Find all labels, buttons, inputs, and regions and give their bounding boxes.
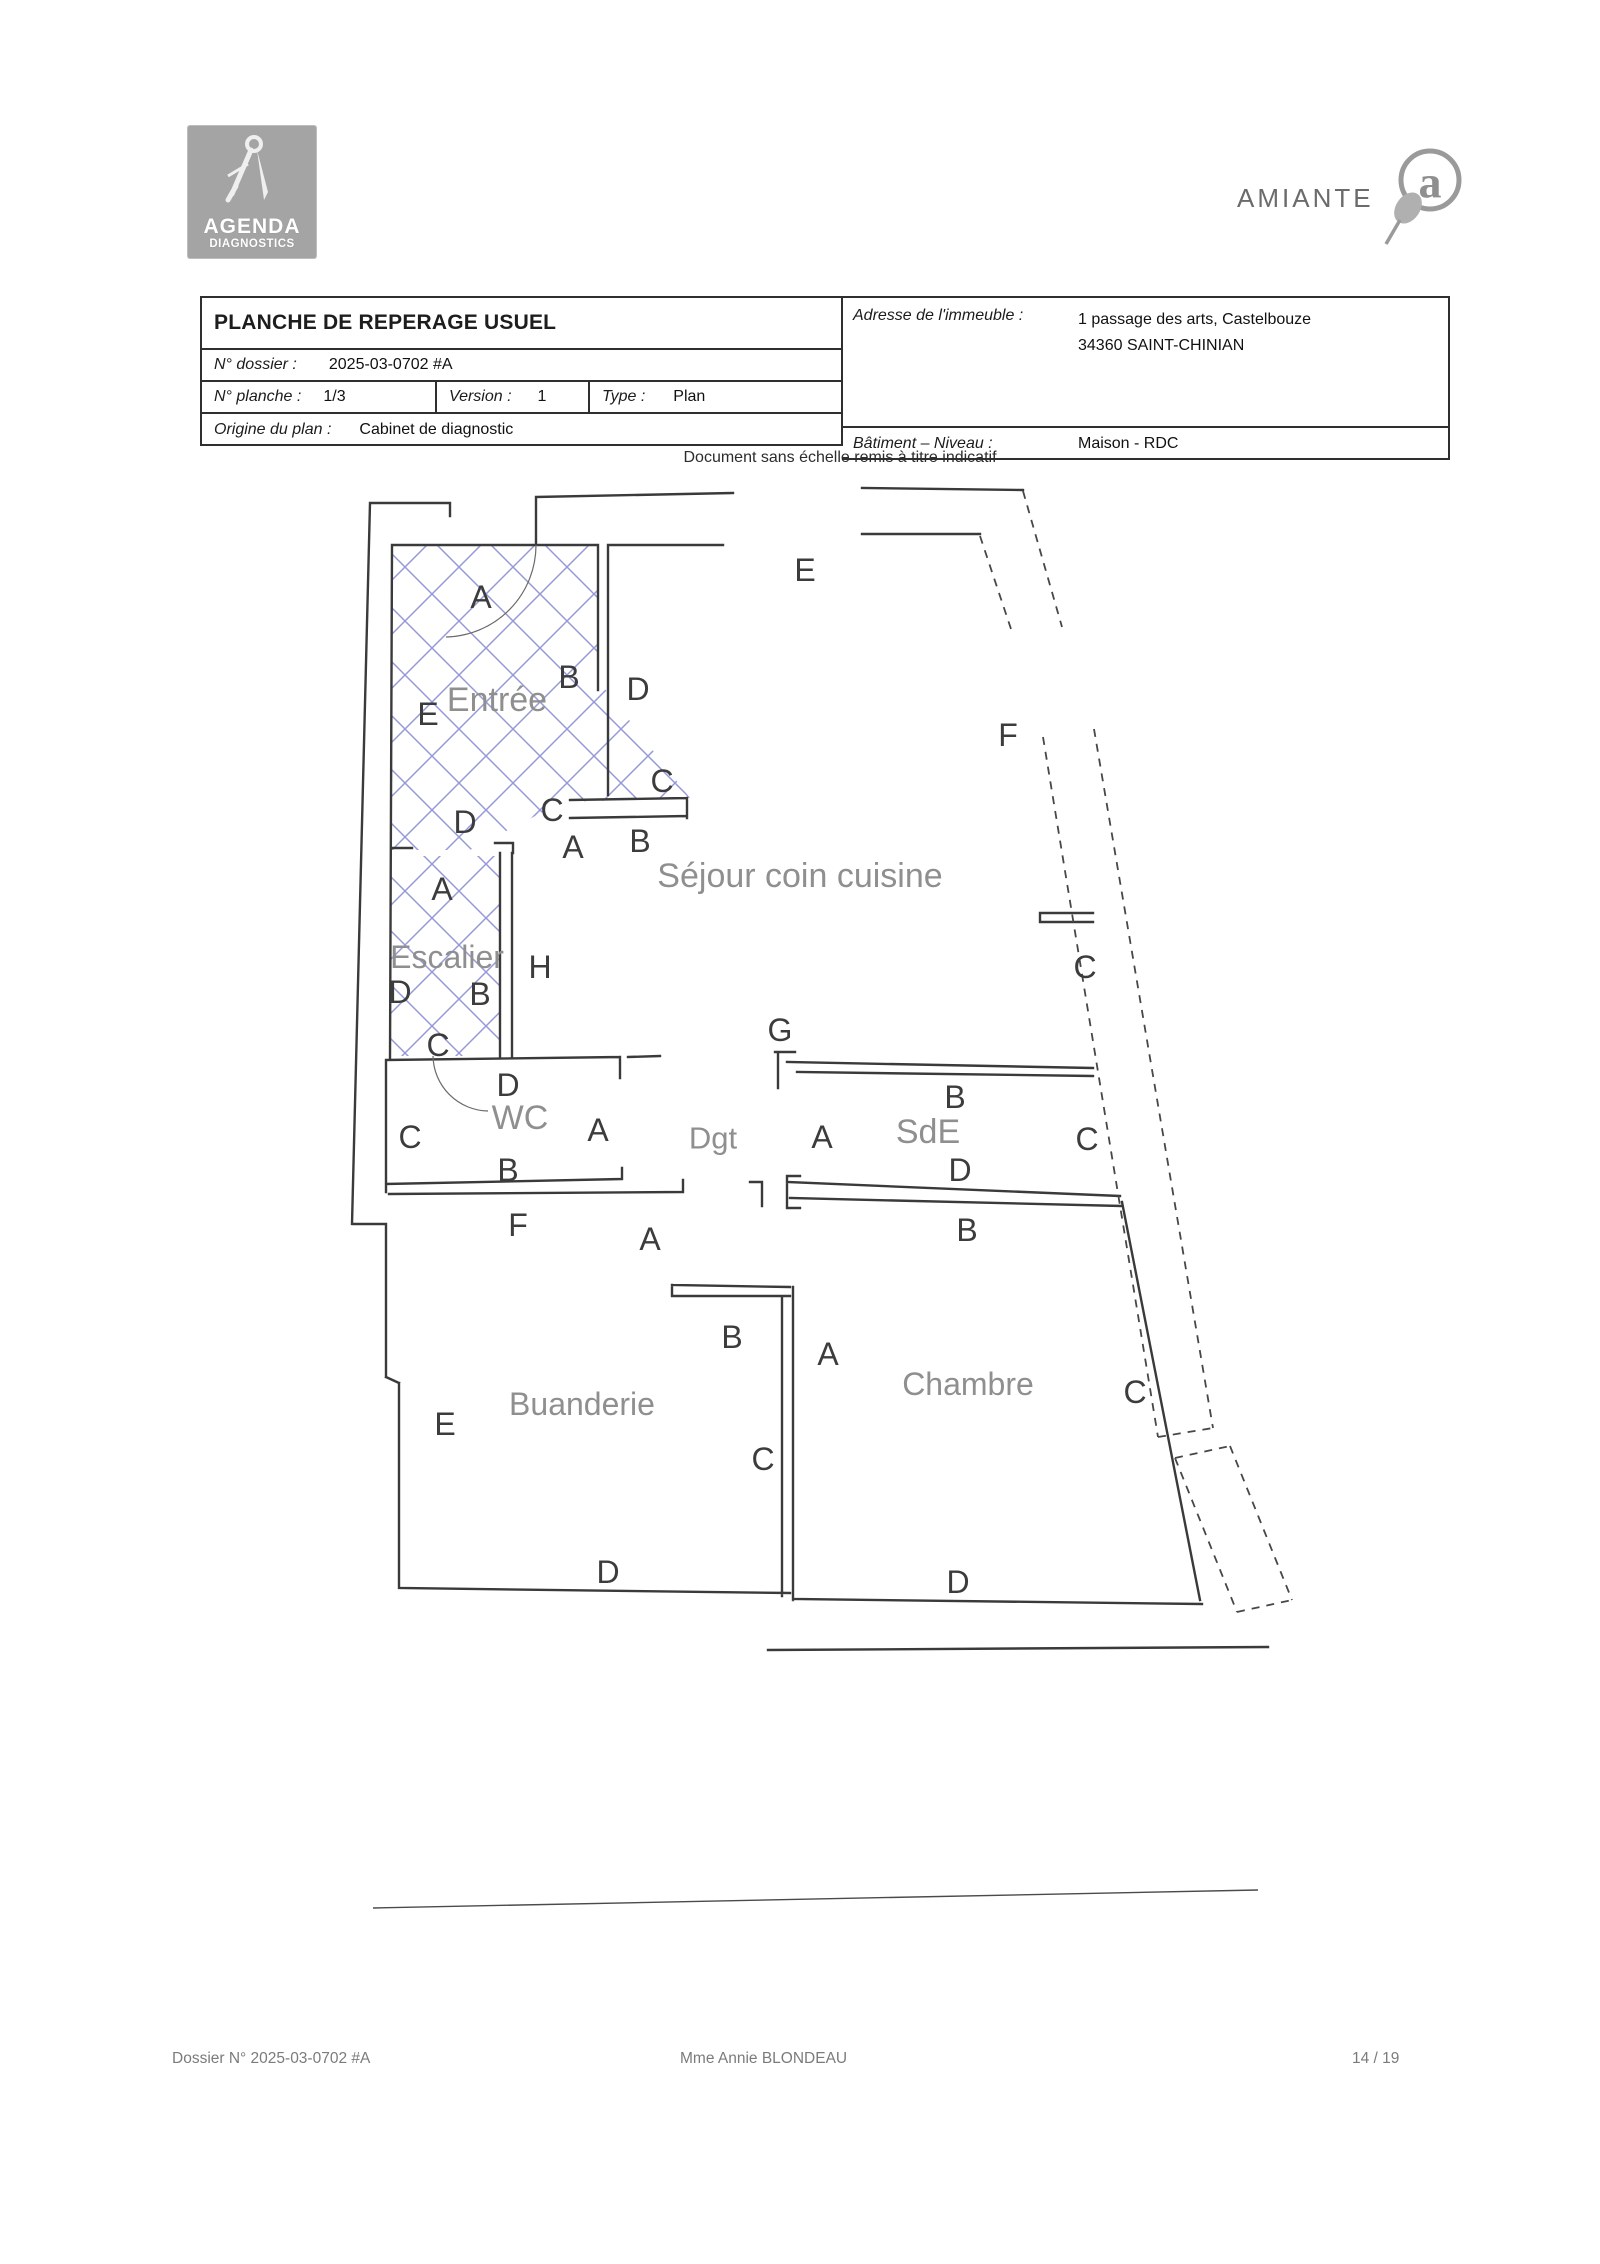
planche-value: 1/3	[323, 388, 346, 405]
wall-label-A: A	[587, 1112, 609, 1148]
wall-label-E: E	[794, 552, 816, 588]
room-label-buanderie: Buanderie	[509, 1386, 655, 1422]
wall-label-D: D	[596, 1554, 620, 1590]
batiment-label: Bâtiment – Niveau :	[853, 435, 993, 452]
wall-label-E: E	[417, 696, 439, 732]
wall-label-B: B	[956, 1212, 978, 1248]
wall-label-D: D	[626, 671, 650, 707]
origine-value: Cabinet de diagnostic	[359, 421, 514, 438]
wall-label-C: C	[1073, 949, 1097, 985]
wall-label-C: C	[540, 792, 564, 828]
wall-label-A: A	[817, 1336, 839, 1372]
magnifier-letter: a	[1418, 156, 1442, 208]
plan-outer-boundary	[373, 1890, 1258, 1908]
wall-label-B: B	[944, 1079, 966, 1115]
wall-label-D: D	[388, 974, 412, 1010]
wall-label-C: C	[751, 1441, 775, 1477]
wall-label-B: B	[497, 1152, 519, 1188]
wall-label-A: A	[431, 871, 453, 907]
wall-label-D: D	[453, 804, 477, 840]
wall-label-E: E	[434, 1406, 456, 1442]
wall-label-F: F	[998, 717, 1018, 753]
wall-label-D: D	[946, 1564, 970, 1600]
room-label-escalier: Escalier	[390, 939, 504, 975]
wall-label-F: F	[508, 1207, 528, 1243]
wall-label-D: D	[948, 1152, 972, 1188]
adresse-line1: 1 passage des arts, Castelbouze	[1078, 311, 1312, 328]
dossier-value: 2025-03-0702 #A	[328, 356, 453, 373]
wall-label-D: D	[496, 1067, 520, 1103]
wall-label-C: C	[650, 763, 674, 799]
amiante-label: AMIANTE	[1237, 183, 1374, 213]
room-label-chambre: Chambre	[902, 1366, 1034, 1402]
wall-label-A: A	[470, 579, 492, 615]
wall-label-C: C	[1123, 1374, 1147, 1410]
wall-label-B: B	[629, 823, 651, 859]
footer-page-number: 14 / 19	[1352, 2050, 1400, 2067]
type-label: Type :	[602, 388, 646, 405]
logo-text-line1: AGENDA	[203, 214, 301, 238]
adresse-line2: 34360 SAINT-CHINIAN	[1078, 337, 1245, 354]
door-arc-escalier	[433, 1056, 488, 1111]
wall-label-H: H	[528, 949, 552, 985]
planche-label: N° planche :	[214, 388, 302, 405]
wall-label-G: G	[767, 1012, 793, 1048]
room-label-sde: SdE	[895, 1113, 961, 1151]
plan-dashed-walls	[980, 491, 1292, 1612]
no-scale-note: Document sans échelle remis à titre indicatif	[683, 449, 997, 466]
page-title: PLANCHE DE REPERAGE USUEL	[214, 311, 557, 334]
wall-label-A: A	[562, 829, 584, 865]
version-label: Version :	[449, 388, 512, 405]
logo-text-line2: DIAGNOSTICS	[209, 237, 295, 250]
room-label-dgt: Dgt	[688, 1120, 738, 1156]
wall-label-B: B	[469, 976, 491, 1012]
wall-label-C: C	[1075, 1121, 1099, 1157]
room-label-wc: WC	[491, 1099, 549, 1137]
batiment-value: Maison - RDC	[1078, 435, 1179, 452]
adresse-label: Adresse de l'immeuble :	[853, 307, 1024, 324]
footer-client: Mme Annie BLONDEAU	[680, 2050, 848, 2067]
wall-label-A: A	[639, 1221, 661, 1257]
wall-label-C: C	[426, 1027, 450, 1063]
footer-dossier: Dossier N° 2025-03-0702 #A	[172, 2050, 371, 2067]
wall-label-B: B	[558, 659, 580, 695]
wall-label-B: B	[721, 1319, 743, 1355]
room-label-entree: Entrée	[446, 681, 548, 719]
wall-label-A: A	[811, 1119, 833, 1155]
dossier-label: N° dossier :	[214, 356, 297, 373]
wall-label-C: C	[398, 1119, 422, 1155]
version-value: 1	[537, 388, 547, 405]
origine-label: Origine du plan :	[214, 421, 332, 438]
type-value: Plan	[673, 388, 706, 405]
room-label-sejour: Séjour coin cuisine	[657, 857, 943, 895]
